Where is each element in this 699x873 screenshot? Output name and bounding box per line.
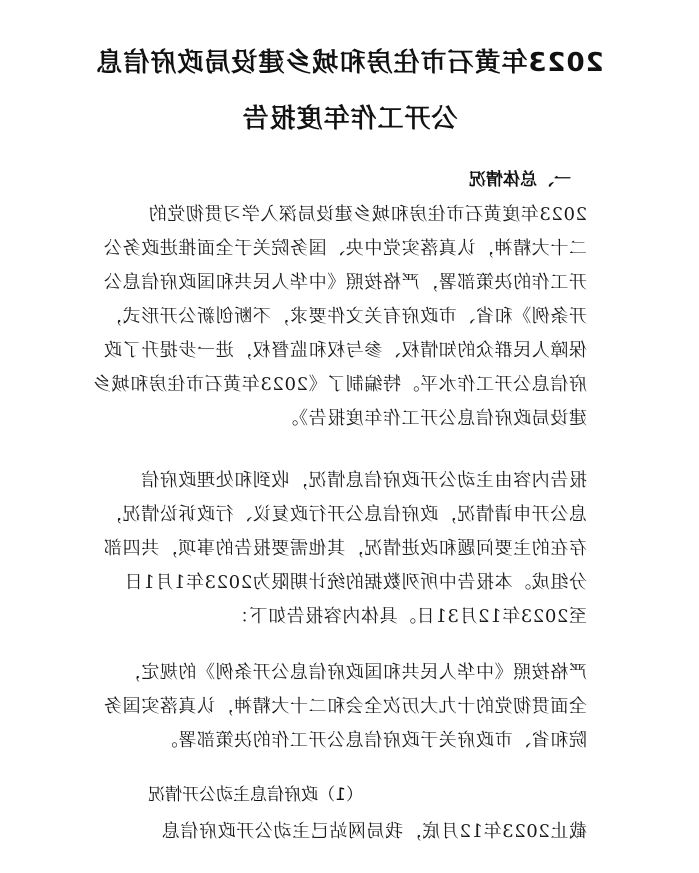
text-line: 2023年度黄石市住房和城乡建设局深入学习贯彻党的	[148, 204, 587, 225]
text-line: 院和省、市政府关于政府信息公开工作的决策部署。	[159, 730, 587, 751]
paragraph-policy-basis	[87, 656, 587, 758]
section-heading-overview: 一、总体情况	[469, 170, 571, 190]
text-line: 存在的主要问题和改进情况，其他需要报告的事项，共四部	[103, 538, 587, 559]
paragraph-report-structure	[87, 464, 587, 634]
text-line: 二十大精神，认真落实党中央、国务院关于全面推进政务公	[103, 238, 587, 259]
text-line: 开工作的决策部署，严格按照《中华人民共和国政府信息公	[103, 272, 587, 293]
report-title-line-2: 公开工作年度报告	[241, 104, 458, 134]
text-line: 建设局政府信息公开工作年度报告》。	[279, 408, 587, 429]
text-line: 开条例》和省、市政府有关文件要求，不断创新公开形式，	[103, 306, 587, 327]
subsection-heading-proactive-disclosure: （1）政府信息主动公开情况	[148, 785, 363, 805]
text-line: 全面贯彻党的十九大历次全会和二十大精神，认真落实国务	[103, 696, 587, 717]
text-line: 截止2023年12月底，我局网站已主动公开政府信息	[161, 821, 587, 842]
text-line: 严格按照《中华人民共和国政府信息公开条例》的规定，	[122, 662, 587, 683]
text-line: 报告内容由主动公开政府信息情况，收到和处理政府信	[140, 470, 587, 491]
paragraph-proactive-disclosure	[87, 815, 587, 849]
text-line: 府信息公开工作水平。特编制了《2023年黄石市住房和城乡	[92, 374, 587, 395]
text-line: 保障人民群众的知情权、参与权和监督权，进一步提升了政	[103, 340, 587, 361]
report-title-line-1: 2023年黄石市住房和城乡建设局政府信息	[95, 48, 604, 78]
text-line: 至2023年12月31日。具体内容报告如下：	[230, 606, 587, 627]
text-line: 分组成。本报告中所列数据的统计期限为2023年1月1日	[124, 572, 587, 593]
text-line: 息公开申请情况，政府信息公开行政复议、行政诉讼情况，	[103, 504, 587, 525]
paragraph-overview	[87, 198, 587, 436]
